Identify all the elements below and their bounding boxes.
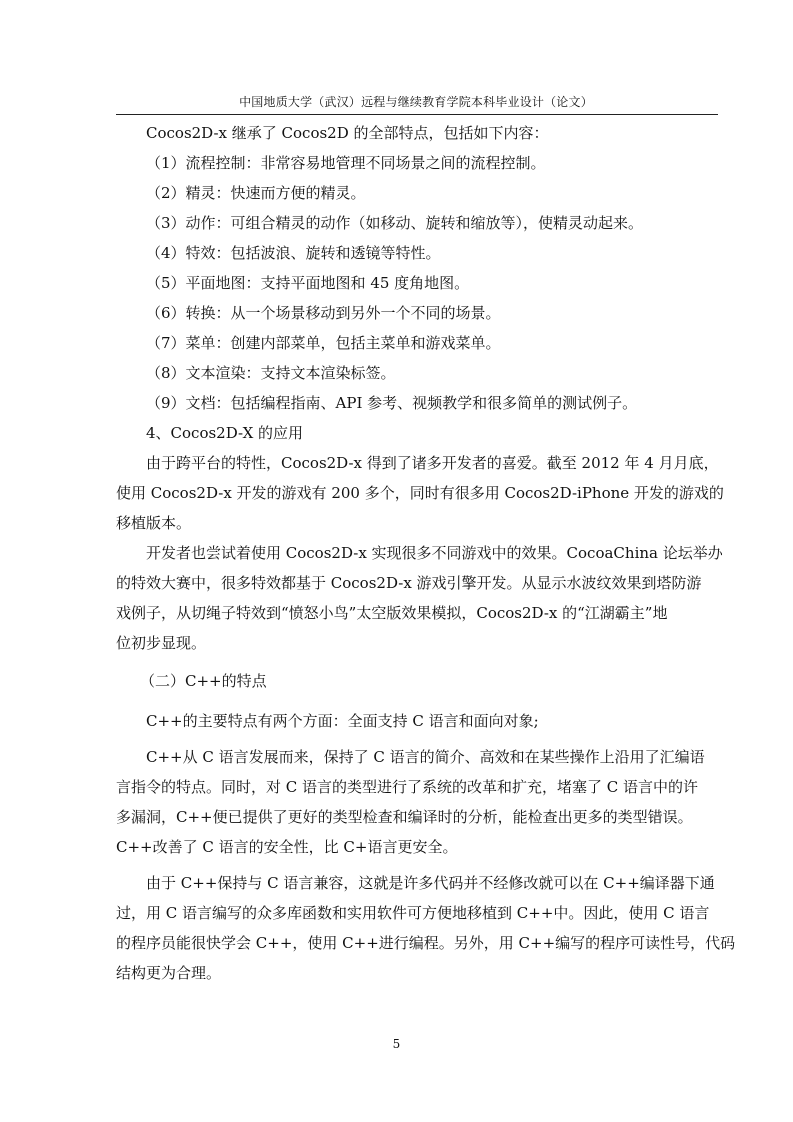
paragraph-line: 结构更为合理。	[116, 964, 222, 982]
section-heading: 4、Cocos2D-X 的应用	[146, 424, 304, 442]
paragraph-line: 移植版本。	[116, 514, 192, 532]
paragraph-line: 过，用 C 语言编写的众多库函数和实用软件可方便地移植到 C++中。因此，使用 C 语言	[116, 904, 710, 922]
paragraph-line: 开发者也尝试着使用 Cocos2D-x 实现很多不同游戏中的效果。CocoaChina 论坛举办	[146, 544, 723, 562]
feature-item-4: （4）特效：包括波浪、旋转和透镜等特性。	[146, 244, 441, 262]
feature-item-3: （3）动作：可组合精灵的动作（如移动、旋转和缩放等），使精灵动起来。	[146, 214, 644, 232]
paragraph-line: C++改善了 C 语言的安全性，比 C+语言更安全。	[116, 838, 458, 856]
feature-item-1: （1）流程控制：非常容易地管理不同场景之间的流程控制。	[146, 154, 546, 172]
page-number: 5	[392, 1037, 401, 1051]
paragraph-line: 由于 C++保持与 C 语言兼容，这就是许多代码并不经修改就可以在 C++编译器下通	[146, 874, 715, 892]
feature-item-7: （7）菜单：创建内部菜单，包括主菜单和游戏菜单。	[146, 334, 501, 352]
feature-item-5: （5）平面地图：支持平面地图和 45 度角地图。	[146, 274, 470, 292]
paragraph-line: C++从 C 语言发展而来，保持了 C 语言的简介、高效和在某些操作上沿用了汇编语	[146, 748, 705, 766]
paragraph-line: 戏例子，从切绳子特效到“愤怒小鸟”太空版效果模拟，Cocos2D-x 的“江湖霸主”地	[116, 604, 668, 622]
paragraph-line: 多漏洞，C++便已提供了更好的类型检查和编译时的分析，能检查出更多的类型错误。	[116, 808, 693, 826]
feature-item-9: （9）文档：包括编程指南、API 参考、视频教学和很多简单的测试例子。	[146, 394, 638, 412]
paragraph-line: 的特效大赛中，很多特效都基于 Cocos2D-x 游戏引擎开发。从显示水波纹效果到塔防游	[116, 574, 702, 592]
paragraph-line: 位初步显现。	[116, 634, 207, 652]
intro-line: Cocos2D-x 继承了 Cocos2D 的全部特点，包括如下内容：	[146, 124, 549, 142]
paragraph-line: C++的主要特点有两个方面：全面支持 C 语言和面向对象;	[146, 712, 539, 730]
paragraph-line: 言指令的特点。同时，对 C 语言的类型进行了系统的改革和扩充，堵塞了 C 语言中的许	[116, 778, 699, 796]
paragraph-line: 使用 Cocos2D-x 开发的游戏有 200 多个，同时有很多用 Cocos2D-iPhone 开发的游戏的	[116, 484, 724, 502]
feature-item-2: （2）精灵：快速而方便的精灵。	[146, 184, 366, 202]
feature-item-6: （6）转换：从一个场景移动到另外一个不同的场景。	[146, 304, 501, 322]
header-rule	[116, 114, 718, 115]
paragraph-line: 由于跨平台的特性，Cocos2D-x 得到了诸多开发者的喜爱。截至 2012 年 4 月月底，	[146, 454, 719, 472]
page-header: 中国地质大学（武汉）远程与继续教育学院本科毕业设计（论文）	[239, 95, 593, 109]
paragraph-line: 的程序员能很快学会 C++，使用 C++进行编程。另外，用 C++编写的程序可读性号，代码	[116, 934, 736, 952]
subsection-heading: （二）C++的特点	[140, 672, 267, 690]
feature-item-8: （8）文本渲染：支持文本渲染标签。	[146, 364, 396, 382]
document-body	[116, 118, 736, 988]
